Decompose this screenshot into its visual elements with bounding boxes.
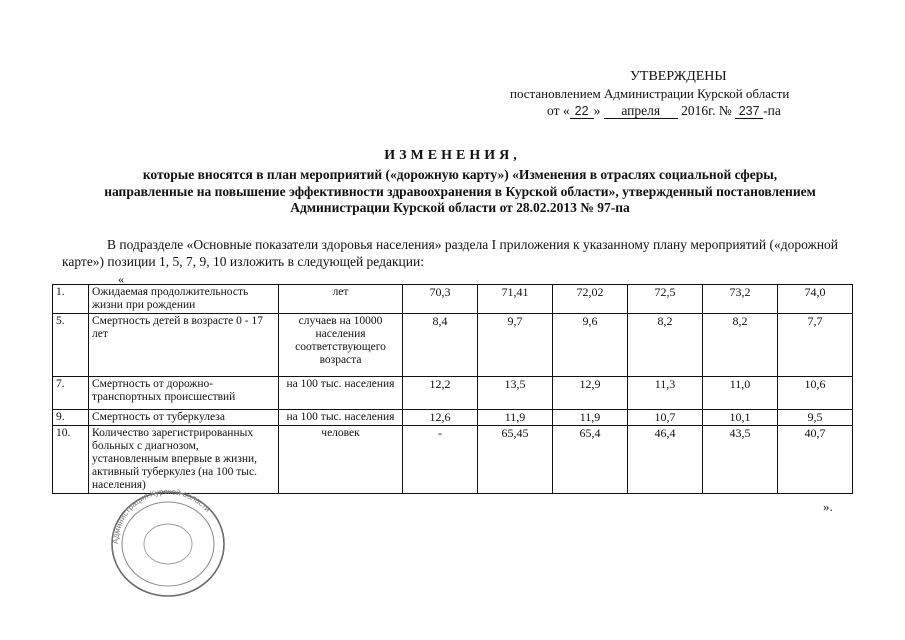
indicator-value: 11,3 bbox=[628, 377, 703, 410]
indicator-name: Количество зарегистрированных больных с диагнозом, установленным впервые в жизни, активный туберкулез (на 100 тыс. населения) bbox=[89, 426, 279, 494]
document-title: ИЗМЕНЕНИЯ, bbox=[384, 148, 521, 163]
indicator-value: 46,4 bbox=[628, 426, 703, 494]
number-suffix: -па bbox=[763, 103, 781, 118]
unit-of-measure: случаев на 10000 населения соответствующего возраста bbox=[279, 314, 403, 377]
opening-quote: « bbox=[118, 272, 124, 286]
indicator-name: Смертность от дорожно-транспортных происшествий bbox=[89, 377, 279, 410]
indicator-name: Смертность детей в возрасте 0 - 17 лет bbox=[89, 314, 279, 377]
indicator-name: Ожидаемая продолжительность жизни при рождении bbox=[89, 285, 279, 314]
indicator-name: Смертность от туберкулеза bbox=[89, 410, 279, 426]
official-seal bbox=[98, 482, 234, 600]
unit-of-measure: на 100 тыс. населения bbox=[279, 377, 403, 410]
closing-quote: ». bbox=[823, 499, 833, 514]
indicator-value: 72,02 bbox=[553, 285, 628, 314]
indicator-value: 12,9 bbox=[553, 377, 628, 410]
indicator-value: 9,6 bbox=[553, 314, 628, 377]
indicator-value: 74,0 bbox=[778, 285, 853, 314]
indicator-value: 8,2 bbox=[628, 314, 703, 377]
indicator-value: 65,4 bbox=[553, 426, 628, 494]
indicator-value: 72,5 bbox=[628, 285, 703, 314]
indicator-value: 12,2 bbox=[403, 377, 478, 410]
indicator-value: 10,6 bbox=[778, 377, 853, 410]
table-row bbox=[53, 314, 853, 377]
unit-of-measure: на 100 тыс. населения bbox=[279, 410, 403, 426]
indicator-value: 71,41 bbox=[478, 285, 553, 314]
indicator-value: 11,0 bbox=[703, 377, 778, 410]
document-subtitle: которые вносятся в план мероприятий («дорожную карту») «Изменения в отраслях социальной сферы, направленные на повышение эффективности здравоохранения в Курской области», утвержденный постановлением Администрации Курской области от 28.02.2013 № 97-па bbox=[104, 167, 816, 215]
indicator-value: 43,5 bbox=[703, 426, 778, 494]
date-prefix: от « bbox=[547, 103, 570, 118]
indicator-value: 73,2 bbox=[703, 285, 778, 314]
row-number: 1. bbox=[53, 285, 89, 314]
unit-of-measure: лет bbox=[279, 285, 403, 314]
approval-date-line bbox=[547, 103, 781, 119]
table-row bbox=[53, 410, 853, 426]
row-number: 7. bbox=[53, 377, 89, 410]
seal-text: Администрация Курской области bbox=[110, 486, 213, 545]
indicator-value: 65,45 bbox=[478, 426, 553, 494]
intro-paragraph: В подразделе «Основные показатели здоровья населения» раздела I приложения к указанному плану мероприятий («дорожной карте») позиции 1, 5, 7, 9, 10 изложить в следующей редакции: bbox=[62, 237, 839, 269]
indicator-value: 9,5 bbox=[778, 410, 853, 426]
approval-authority: постановлением Администрации Курской области bbox=[510, 86, 790, 101]
indicator-value: 11,9 bbox=[478, 410, 553, 426]
unit-of-measure: человек bbox=[279, 426, 403, 494]
indicator-value: 10,1 bbox=[703, 410, 778, 426]
indicators-table bbox=[52, 284, 853, 494]
indicator-value: 12,6 bbox=[403, 410, 478, 426]
approval-heading: УТВЕРЖДЕНЫ bbox=[630, 69, 727, 84]
approval-year: 2016г. № bbox=[681, 103, 732, 118]
table-row bbox=[53, 285, 853, 314]
table-row bbox=[53, 377, 853, 410]
row-number: 9. bbox=[53, 410, 89, 426]
row-number: 5. bbox=[53, 314, 89, 377]
indicator-value: 7,7 bbox=[778, 314, 853, 377]
indicator-value: 11,9 bbox=[553, 410, 628, 426]
indicator-value: 13,5 bbox=[478, 377, 553, 410]
row-number: 10. bbox=[53, 426, 89, 494]
approval-month: апреля bbox=[604, 104, 678, 119]
indicator-value: - bbox=[403, 426, 478, 494]
indicator-value: 8,4 bbox=[403, 314, 478, 377]
indicator-value: 40,7 bbox=[778, 426, 853, 494]
approval-day: 22 bbox=[570, 104, 594, 119]
indicator-value: 70,3 bbox=[403, 285, 478, 314]
indicator-value: 8,2 bbox=[703, 314, 778, 377]
approval-number: 237 bbox=[735, 104, 763, 119]
indicator-value: 9,7 bbox=[478, 314, 553, 377]
date-mid: » bbox=[593, 103, 601, 118]
indicator-value: 10,7 bbox=[628, 410, 703, 426]
